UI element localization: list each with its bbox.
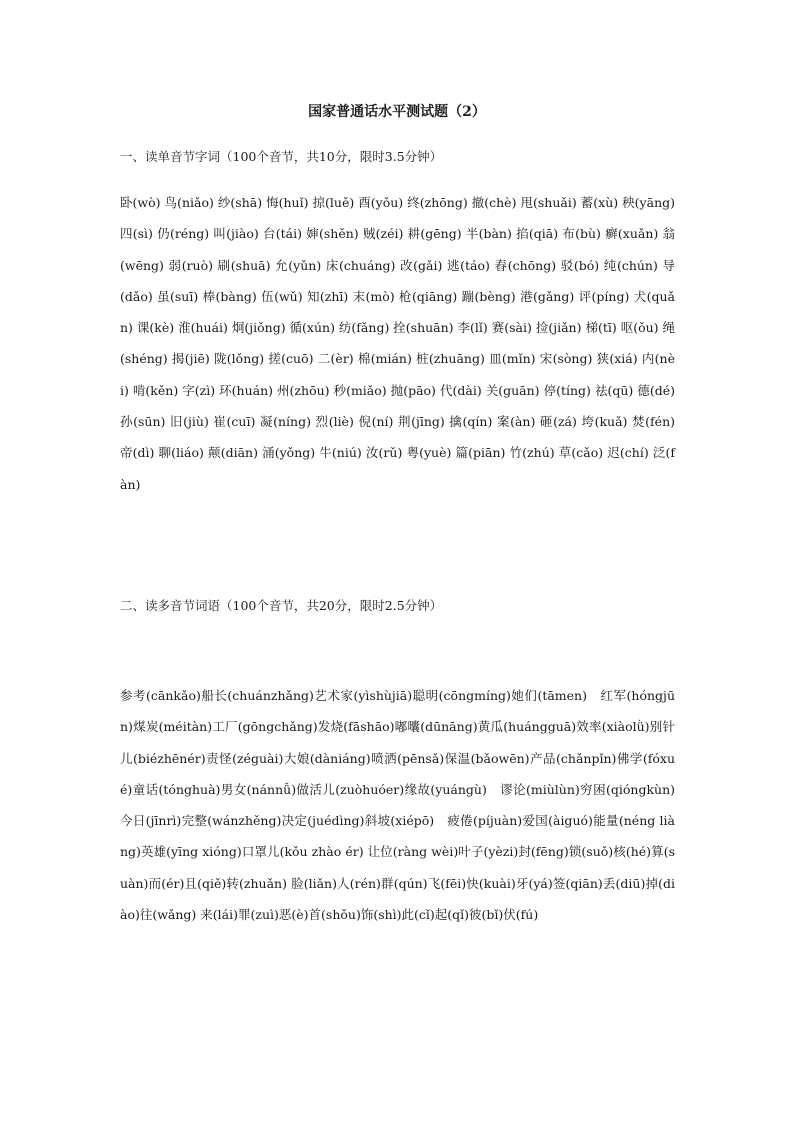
section-heading-single-syllable: 一、读单音节字词（100个音节，共10分，限时3.5分钟）	[120, 149, 443, 164]
section-heading-multi-syllable: 二、读多音节词语（100个音节，共20分，限时2.5分钟）	[120, 598, 443, 613]
single-syllable-word-list: 卧(wò) 鸟(niǎo) 纱(shā) 悔(huǐ) 掠(luě) 酉(yǒu) 终(zhōng) 撤(chè) 甩(shuǎi) 蓄(xù) 秧(yāng) 四(sì) 仍(réng) 叫(jiào) 台(tái) 婶(shěn) 贼(zéi) 耕(gēng) 半(bàn) 掐(qiā) 布(bù) 癣(xuǎn) 翁(wēng) 弱(ruò) 刷(shuā) 允(yǔn) 床(chuáng) 改(gǎi) 逃(táo) 舂(chōng) 驳(bó) 纯(chún) 导(dǎo) 虽(suī) 棒(bàng) 伍(wǔ) 知(zhī) 末(mò) 枪(qiāng) 蹦(bèng) 港(gǎng) 评(píng) 犬(quǎn) 课(kè) 淮(huái) 炯(jiǒng) 循(xún) 纺(fǎng) 拴(shuān) 李(lǐ) 赛(sài) 捡(jiǎn) 梯(tī) 呕(ǒu) 绳(shéng) 揭(jiē) 陇(lǒng) 搓(cuō) 二(èr) 棉(mián) 桩(zhuāng) 皿(mǐn) 宋(sòng) 狭(xiá) 内(nèi) 啃(kěn) 字(zì) 环(huán) 州(zhōu) 秒(miǎo) 抛(pāo) 代(dài) 关(guān) 停(tíng) 祛(qū) 德(dé) 孙(sūn) 旧(jiù) 崔(cuī) 凝(níng) 烈(liè) 倪(ní) 荆(jīng) 擒(qín) 案(àn) 砸(zá) 垮(kuǎ) 焚(fén) 帝(dì) 聊(liáo) 颠(diān) 涌(yǒng) 牛(niú) 汝(rǔ) 粤(yuè) 篇(piān) 竹(zhú) 草(cǎo) 迟(chí) 泛(fàn)	[120, 195, 676, 492]
multi-syllable-word-list: 参考(cānkǎo)船长(chuánzhǎng)艺术家(yìshùjiā)聪明(cōngmíng)她们(tāmen) 红军(hóngjūn)煤炭(méitàn)工厂(gōngchǎng)发烧(fāshāo)嘟囔(dūnāng)黄瓜(huángguā)效率(xiàolǜ)别针儿(biézhēnér)责怪(zéguài)大娘(dàniáng)喷洒(pēnsǎ)保温(bǎowēn)产品(chǎnpǐn)佛学(fóxué)童话(tónghuà)男女(nánnǚ)做活儿(zuòhuóer)缘故(yuángù) 谬论(miùlùn)穷困(qióngkùn)今日(jīnrì)完整(wánzhěng)决定(juédìng)斜坡(xiépō) 疲倦(píjuàn)爱国(àiguó)能量(néng liàng)英雄(yīng xióng)口罩儿(kǒu zhào ér) 让位(ràng wèi)叶子(yèzi)封(fēng)锁(suǒ)核(hé)算(suàn)而(ér)且(qiě)转(zhuǎn) 脸(liǎn)人(rén)群(qún)飞(fēi)快(kuài)牙(yá)签(qiān)丢(diū)掉(diào)往(wǎng) 来(lái)罪(zuì)恶(è)首(shǒu)饰(shì)此(cǐ)起(qǐ)彼(bǐ)伏(fú)	[120, 688, 675, 923]
document-title: 国家普通话水平测试题（2）	[308, 104, 486, 120]
